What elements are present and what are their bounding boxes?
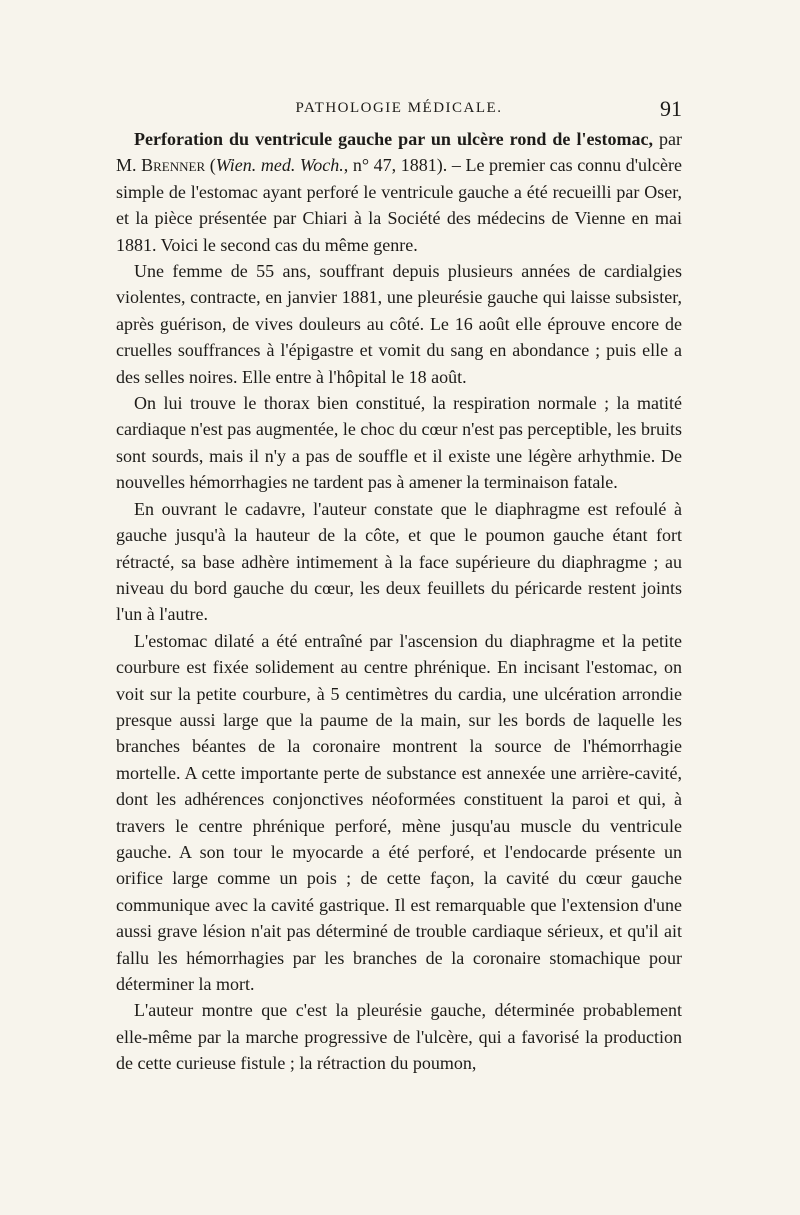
paragraph-examination: On lui trouve le thorax bien constitué, la respiration normale ; la matité cardiaque n'est pas augmentée, le choc du cœur n'est pas perceptible, les bruits sont sourds, mais il n'y a pas de souffle et il existe une légère arhythmie. De nouvelles hémorrhagies ne tardent pas à amener la terminaison fatale. [116,393,682,493]
running-head [116,96,682,126]
by-prefix: par M. [116,129,682,176]
author-name: Brenner [141,155,206,176]
book-page [116,96,682,1077]
paragraph-conclusion: L'auteur montre que c'est la pleurésie gauche, déterminée probablement elle-même par la marche progressive de l'ulcère, qui a favorisé la production de cette curieuse fistule ; la rétraction du poumon, [116,1000,682,1074]
paragraph-stomach: L'estomac dilaté a été entraîné par l'ascension du diaphragme et la petite courbure est fixée solidement au centre phrénique. En incisant l'estomac, on voit sur la petite courbure, à 5 centimètres du cardia, une ulcération arrondie presque aussi large que la paume de la main, sur les bords de laquelle les branches béantes de la coronaire montrent la source de l'hémorrhagie mortelle. A cette importante perte de substance est annexée une arrière-cavité, dont les adhérences conjonctives néoformées constituent la paroi et qui, à travers le centre phrénique perforé, mène jusqu'au muscle du ventricule gauche. A son tour le myocarde a été perforé, et l'endocarde présente un orifice large comme un pois ; de cette façon, la cavité du cœur gauche communique avec la cavité gastrique. Il est remarquable que l'extension d'une aussi grave lésion n'ait pas déterminé de trouble cardiaque sérieux, et qu'il ait fallu les hémorrhagies par les branches de la coronaire stomachique pour déterminer la mort. [116,630,682,994]
running-title: PATHOLOGIE MÉDICALE. [295,100,503,116]
citation-journal: Wien. med. Woch. [215,155,344,176]
page-number: 91 [660,96,682,121]
article-lead-paragraph [116,126,682,258]
page-body [116,126,682,1077]
article-title: Perforation du ventricule gauche par un ulcère rond de l'estomac, [134,129,653,149]
paragraph-case-history: Une femme de 55 ans, souffrant depuis plusieurs années de cardialgies violentes, contracte, en janvier 1881, une pleurésie gauche qui laisse subsister, après guérison, de vives douleurs au côté. Le 16 août elle éprouve encore de cruelles souffrances à l'épigastre et vomit du sang en abondance ; puis elle a des selles noires. Elle entre à l'hôpital le 18 août. [116,261,682,387]
paragraph-autopsy: En ouvrant le cadavre, l'auteur constate que le diaphragme est refoulé à gauche jusqu'à la hauteur de la côte, et que le poumon gauche étant fort rétracté, sa base adhère intimement à la face supérieure du diaphragme ; au niveau du bord gauche du cœur, les deux feuillets du péricarde restent joints l'un à l'autre. [116,498,682,625]
citation-open: ( [205,155,216,176]
citation-rest: , n° 47, 1881). – Le premier cas connu d'ulcère simple de l'estomac ayant perforé le ventricule gauche a été recueilli par Oser, et la pièce présentée par Chiari à la Société des médecins de Vienne en mai 1881. Voici le second cas du même genre. [116,155,682,255]
